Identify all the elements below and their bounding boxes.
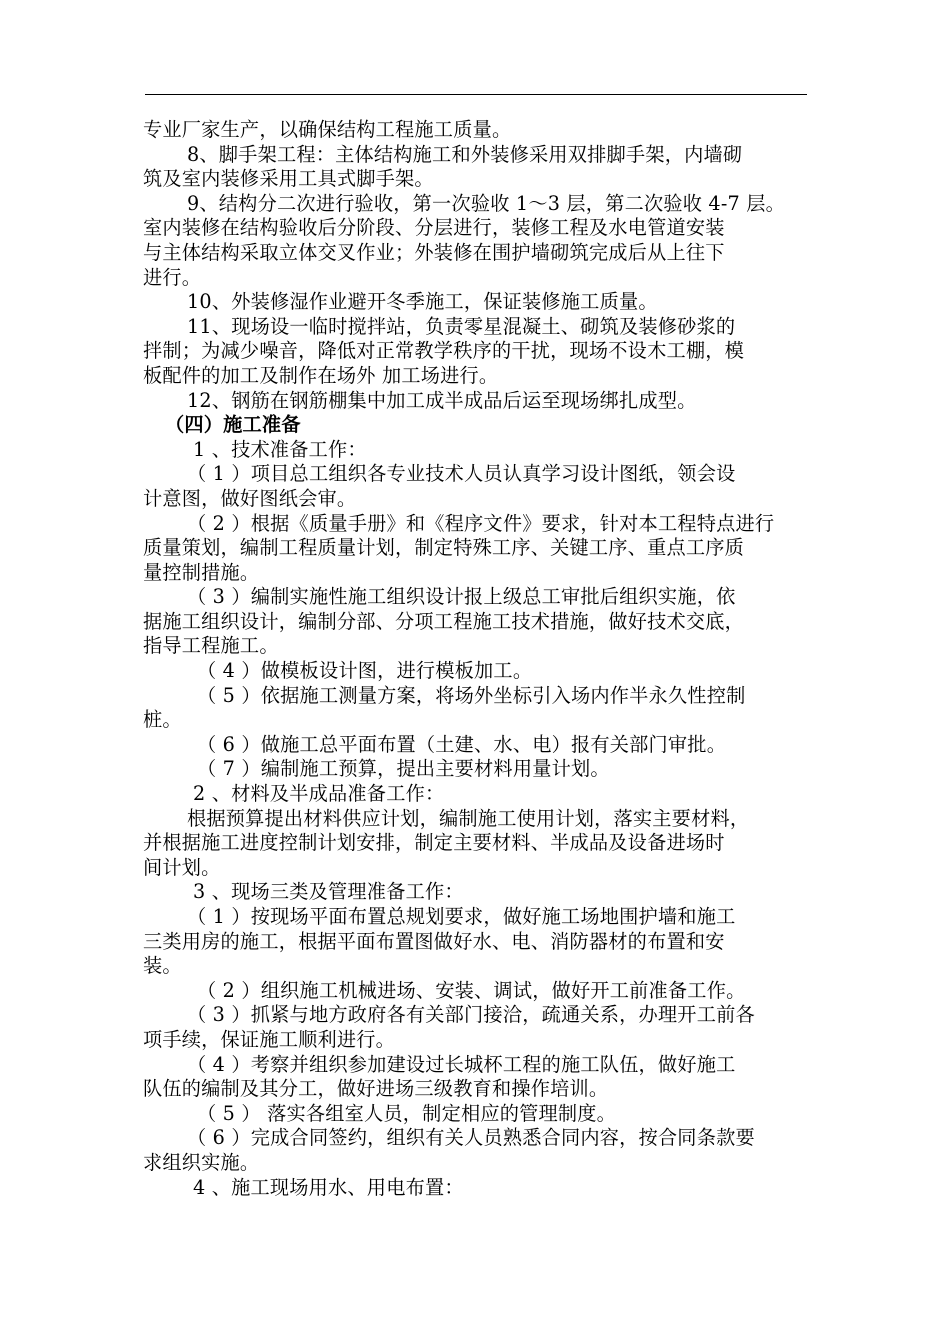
text-line: （ 5 ）依据施工测量方案，将场外坐标引入场内作半永久性控制 [197,683,746,707]
text-line: （ 1 ）项目总工组织各专业技术人员认真学习设计图纸，领会设 [187,462,736,486]
text-line: 据施工组织设计，编制分部、分项工程施工技术措施，做好技术交底， [143,609,745,633]
text-line: 板配件的加工及制作在场外 加工场进行。 [143,363,499,387]
text-line: 三类用房的施工，根据平面布置图做好水、电、消防器材的布置和安 [143,929,725,953]
text-line: 8、脚手架工程：主体结构施工和外装修采用双排脚手架，内墙砌 [187,142,743,166]
text-line: （ 2 ）根据《质量手册》和《程序文件》要求，针对本工程特点进行 [187,511,775,535]
text-line: 根据预算提出材料供应计划，编制施工使用计划，落实主要材料， [187,806,750,830]
text-line: 间计划。 [143,855,221,879]
text-line: （ 7 ）编制施工预算，提出主要材料用量计划。 [197,757,610,781]
text-line: 项手续，保证施工顺利进行。 [143,1027,396,1051]
text-line: 进行。 [143,265,202,289]
text-line: 拌制；为减少噪音，降低对正常教学秩序的干扰，现场不设木工棚，模 [143,339,745,363]
text-line: 4 、施工现场用水、用电布置： [193,1175,464,1199]
text-line: 室内装修在结构验收后分阶段、分层进行，装修工程及水电管道安装 [143,216,725,240]
header-rule [145,94,807,95]
section-heading: （四）施工准备 [165,413,301,437]
text-line: 12、钢筋在钢筋棚集中加工成半成品后运至现场绑扎成型。 [187,388,697,412]
text-line: 求组织实施。 [143,1150,260,1174]
text-line: （ 6 ）做施工总平面布置（土建、水、电）报有关部门审批。 [197,732,727,756]
text-line: 10、外装修湿作业避开冬季施工，保证装修施工质量。 [187,290,658,314]
text-line: 3 、现场三类及管理准备工作： [193,880,464,904]
text-line: 筑及室内装修采用工具式脚手架。 [143,167,434,191]
text-line: 质量策划，编制工程质量计划，制定特殊工序、关键工序、重点工序质 [143,536,745,560]
text-line: （ 4 ）考察并组织参加建设过长城杯工程的施工队伍，做好施工 [187,1052,736,1076]
text-line: 9、结构分二次进行验收，第一次验收 1～3 层，第二次验收 4-7 层。 [187,191,785,215]
text-line: 与主体结构采取立体交叉作业；外装修在围护墙砌筑完成后从上往下 [143,240,725,264]
text-line: 2 、材料及半成品准备工作： [193,782,445,806]
text-line: （ 5 ） 落实各组室人员，制定相应的管理制度。 [197,1101,617,1125]
document-body [143,118,811,1200]
text-line: 专业厂家生产，以确保结构工程施工质量。 [143,118,512,141]
text-line: 11、现场设一临时搅拌站，负责零星混凝土、砌筑及装修砂浆的 [187,314,736,338]
text-line: 量控制措施。 [143,560,260,584]
text-line: 桩。 [143,708,182,732]
text-line: （ 6 ）完成合同签约，组织有关人员熟悉合同内容，按合同条款要 [187,1126,755,1150]
text-line: （ 3 ）编制实施性施工组织设计报上级总工审批后组织实施，依 [187,585,736,609]
text-line: 指导工程施工。 [143,634,279,658]
text-line: 并根据施工进度控制计划安排，制定主要材料、半成品及设备进场时 [143,831,725,855]
text-line: 1 、技术准备工作： [193,437,367,461]
text-line: 队伍的编制及其分工，做好进场三级教育和操作培训。 [143,1077,609,1101]
text-line: 装。 [143,954,182,978]
text-line: （ 1 ）按现场平面布置总规划要求，做好施工场地围护墙和施工 [187,905,736,928]
text-line: 计意图，做好图纸会审。 [143,486,357,510]
text-line: （ 3 ）抓紧与地方政府各有关部门接洽，疏通关系，办理开工前各 [187,1003,755,1027]
text-line: （ 4 ）做模板设计图，进行模板加工。 [197,659,533,683]
text-line: （ 2 ）组织施工机械进场、安装、调试，做好开工前准备工作。 [197,978,746,1002]
